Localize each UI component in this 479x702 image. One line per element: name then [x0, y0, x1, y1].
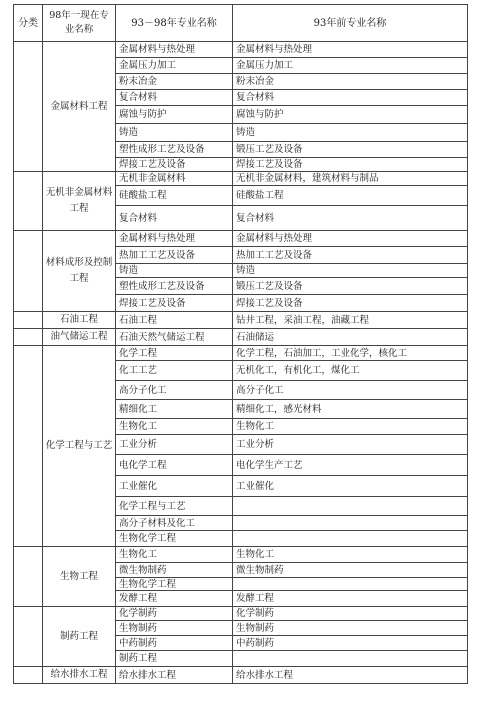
major-pre93-cell: 无机化工，有机化工，煤化工	[233, 361, 468, 381]
major-pre93-cell: 生物制药	[233, 621, 468, 636]
major-pre93-cell: 化学工程，石油加工，工业化学，核化工	[233, 346, 468, 361]
table-row	[14, 667, 468, 684]
major-93-98-cell: 热加工工艺及设备	[116, 247, 233, 264]
major-93-98-cell: 塑性成形工艺及设备	[116, 142, 233, 158]
major-93-98-cell: 发酵工程	[116, 591, 233, 607]
major-93-98-cell: 腐蚀与防护	[116, 106, 233, 124]
current-major-cell: 给水排水工程	[43, 667, 116, 684]
category-cell	[14, 172, 43, 231]
major-pre93-cell: 复合材料	[233, 206, 468, 231]
major-93-98-cell: 铸造	[116, 124, 233, 142]
major-93-98-cell: 焊接工艺及设备	[116, 295, 233, 312]
major-pre93-cell: 发酵工程	[233, 591, 468, 607]
major-pre93-cell: 粉末冶金	[233, 74, 468, 90]
major-93-98-cell: 金属材料与热处理	[116, 42, 233, 58]
major-mapping-table	[13, 4, 468, 684]
major-93-98-cell: 微生物制药	[116, 563, 233, 578]
table-row	[14, 312, 468, 329]
major-pre93-cell: 钻井工程，采油工程，油藏工程	[233, 312, 468, 329]
major-93-98-cell: 化学制药	[116, 607, 233, 621]
major-pre93-cell: 工业分析	[233, 435, 468, 455]
major-93-98-cell: 工业催化	[116, 476, 233, 497]
major-93-98-cell: 电化学工程	[116, 455, 233, 476]
category-cell	[14, 231, 43, 312]
category-cell	[14, 607, 43, 667]
major-pre93-cell	[233, 531, 468, 547]
major-pre93-cell	[233, 516, 468, 531]
major-93-98-cell: 复合材料	[116, 90, 233, 106]
major-pre93-cell: 金属材料与热处理	[233, 42, 468, 58]
major-pre93-cell: 焊接工艺及设备	[233, 158, 468, 172]
major-pre93-cell: 生物化工	[233, 419, 468, 435]
major-93-98-cell: 粉末冶金	[116, 74, 233, 90]
major-93-98-cell: 中药制药	[116, 636, 233, 651]
major-93-98-cell: 工业分析	[116, 435, 233, 455]
category-cell	[14, 312, 43, 329]
table-row	[14, 346, 468, 361]
major-pre93-cell: 高分子化工	[233, 381, 468, 400]
major-pre93-cell: 精细化工，感光材料	[233, 400, 468, 419]
major-93-98-cell: 制药工程	[116, 651, 233, 667]
current-major-cell: 无机非金属材料工程	[43, 172, 116, 231]
table-row	[14, 231, 468, 247]
major-93-98-cell: 金属压力加工	[116, 58, 233, 74]
major-93-98-cell: 石油天然气储运工程	[116, 329, 233, 346]
table-row	[14, 42, 468, 58]
major-93-98-cell: 焊接工艺及设备	[116, 158, 233, 172]
major-pre93-cell: 生物化工	[233, 547, 468, 563]
major-pre93-cell: 腐蚀与防护	[233, 106, 468, 124]
major-pre93-cell	[233, 651, 468, 667]
major-93-98-cell: 生物化学工程	[116, 578, 233, 591]
table-row	[14, 547, 468, 563]
major-93-98-cell: 给水排水工程	[116, 667, 233, 684]
table-row	[14, 172, 468, 186]
major-93-98-cell: 石油工程	[116, 312, 233, 329]
major-pre93-cell: 电化学生产工艺	[233, 455, 468, 476]
major-pre93-cell: 化学制药	[233, 607, 468, 621]
major-93-98-cell: 塑性成形工艺及设备	[116, 278, 233, 295]
major-93-98-cell: 高分子化工	[116, 381, 233, 400]
current-major-cell: 化学工程与工艺	[43, 346, 116, 547]
major-pre93-cell: 锻压工艺及设备	[233, 278, 468, 295]
current-major-cell: 石油工程	[43, 312, 116, 329]
table-row	[14, 329, 468, 346]
major-93-98-cell: 精细化工	[116, 400, 233, 419]
document-page	[13, 4, 467, 684]
major-pre93-cell: 金属材料与热处理	[233, 231, 468, 247]
current-major-cell: 金属材料工程	[43, 42, 116, 172]
major-93-98-cell: 生物化工	[116, 547, 233, 563]
major-pre93-cell: 工业催化	[233, 476, 468, 497]
major-93-98-cell: 生物化学工程	[116, 531, 233, 547]
current-major-cell: 制药工程	[43, 607, 116, 667]
major-pre93-cell	[233, 497, 468, 516]
major-pre93-cell: 金属压力加工	[233, 58, 468, 74]
table-body	[14, 42, 468, 684]
major-93-98-cell: 高分子材料及化工	[116, 516, 233, 531]
category-cell	[14, 667, 43, 684]
major-93-98-cell: 无机非金属材料	[116, 172, 233, 186]
table-header-row	[14, 5, 468, 42]
current-major-cell: 油气储运工程	[43, 329, 116, 346]
current-major-cell: 生物工程	[43, 547, 116, 607]
category-cell	[14, 547, 43, 607]
major-pre93-cell: 复合材料	[233, 90, 468, 106]
major-pre93-cell: 铸造	[233, 124, 468, 142]
current-major-cell: 材料成形及控制工程	[43, 231, 116, 312]
major-pre93-cell: 焊接工艺及设备	[233, 295, 468, 312]
header-current-major: 98年一现在专业名称	[43, 5, 116, 42]
major-93-98-cell: 化学工程	[116, 346, 233, 361]
major-93-98-cell: 化学工程与工艺	[116, 497, 233, 516]
major-93-98-cell: 化工工艺	[116, 361, 233, 381]
major-pre93-cell: 石油储运	[233, 329, 468, 346]
major-pre93-cell: 中药制药	[233, 636, 468, 651]
major-93-98-cell: 生物化工	[116, 419, 233, 435]
major-93-98-cell: 硅酸盐工程	[116, 186, 233, 206]
major-93-98-cell: 铸造	[116, 264, 233, 278]
major-93-98-cell: 金属材料与热处理	[116, 231, 233, 247]
category-cell	[14, 346, 43, 547]
header-93-98-major: 93－98年专业名称	[116, 5, 233, 42]
major-pre93-cell: 硅酸盐工程	[233, 186, 468, 206]
major-93-98-cell: 生物制药	[116, 621, 233, 636]
major-pre93-cell	[233, 578, 468, 591]
header-pre93-major: 93年前专业名称	[233, 5, 468, 42]
major-pre93-cell: 给水排水工程	[233, 667, 468, 684]
major-pre93-cell: 热加工工艺及设备	[233, 247, 468, 264]
major-pre93-cell: 铸造	[233, 264, 468, 278]
category-cell	[14, 329, 43, 346]
table-row	[14, 607, 468, 621]
major-pre93-cell: 锻压工艺及设备	[233, 142, 468, 158]
category-cell	[14, 42, 43, 172]
major-pre93-cell: 微生物制药	[233, 563, 468, 578]
header-category: 分类	[14, 5, 43, 42]
major-pre93-cell: 无机非金属材料，建筑材料与制品	[233, 172, 468, 186]
major-93-98-cell: 复合材料	[116, 206, 233, 231]
